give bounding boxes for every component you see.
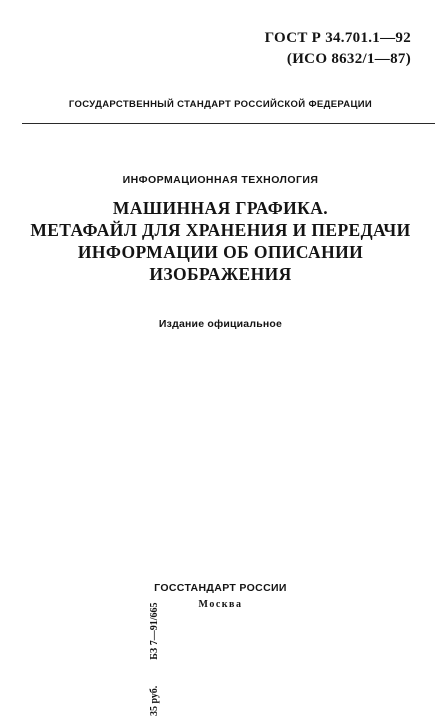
iso-reference: (ИСО 8632/1—87) [286, 51, 411, 67]
title-line: МЕТАФАЙЛ ДЛЯ ХРАНЕНИЯ И ПЕРЕДАЧИ [30, 220, 411, 240]
price-label: 35 руб. [149, 685, 160, 716]
standard-code: ГОСТ Р 34.701.1—92 [264, 30, 411, 46]
title-line: ИНФОРМАЦИИ ОБ ОПИСАНИИ [77, 242, 364, 262]
title-line: ИЗОБРАЖЕНИЯ [149, 264, 292, 284]
edition-label: Издание официальное [158, 318, 283, 330]
publisher-city: Москва [198, 599, 243, 610]
gov-title: ГОСУДАРСТВЕННЫЙ СТАНДАРТ РОССИЙСКОЙ ФЕДЕРАЦИИ [68, 99, 373, 110]
catalog-number: БЗ 7—91/665 [149, 602, 160, 660]
publisher-name: ГОССТАНДАРТ РОССИИ [154, 582, 287, 594]
title-line: МАШИННАЯ ГРАФИКА. [112, 198, 329, 218]
document-title [10, 197, 431, 285]
standard-header [265, 28, 411, 70]
header-divider [22, 123, 435, 124]
subject-heading: ИНФОРМАЦИОННАЯ ТЕХНОЛОГИЯ [122, 174, 319, 186]
